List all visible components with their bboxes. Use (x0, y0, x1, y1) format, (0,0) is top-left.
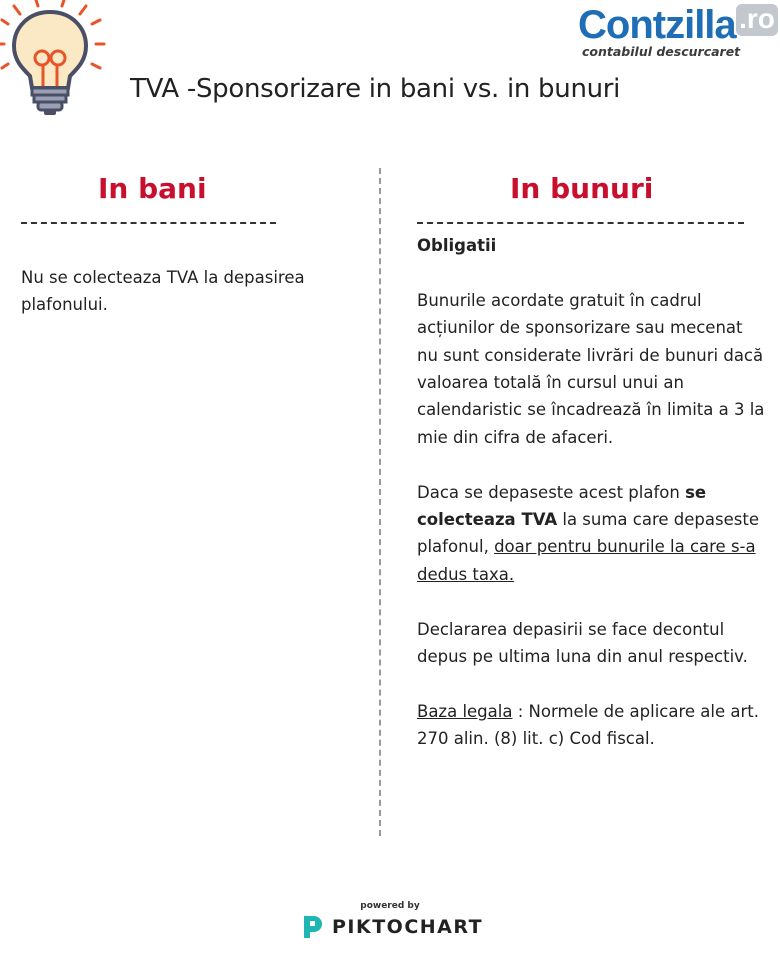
paragraph-legal-basis (417, 698, 767, 753)
paragraph-declaration: Declararea depasirii se face decontul depus pe ultima luna din anul respectiv. (417, 619, 748, 667)
piktochart-logo (302, 914, 483, 940)
logo-tld: .ro (736, 4, 778, 36)
exceeding-text-c: la suma care depaseste plafonul, (417, 510, 759, 557)
legal-basis-label: Baza legala (417, 701, 513, 721)
left-heading-rule (21, 222, 276, 224)
piktochart-name: PIKTOCHART (332, 916, 484, 938)
column-divider (379, 168, 381, 836)
powered-by-label: powered by (360, 901, 420, 911)
right-column-body (417, 232, 767, 753)
piktochart-mark-icon (302, 914, 324, 940)
exceeding-text-bold: se colecteaza TVA (417, 482, 707, 530)
left-column-text: Nu se colecteaza TVA la depasirea plafonului. (21, 268, 305, 315)
obligations-subheading: Obligatii (417, 236, 497, 255)
legal-basis-text: : Normele de aplicare ale art. 270 alin. (8) lit. c) Cod fiscal. (417, 701, 759, 749)
left-column-heading: In bani (98, 172, 207, 205)
logo-name: Contzilla (578, 3, 736, 47)
lightbulb-icon (0, 0, 110, 122)
exceeding-text-a: Daca se depaseste acest plafon (417, 482, 686, 502)
logo-tagline: contabilul descurcaret (582, 44, 741, 59)
paragraph-exceeding (417, 479, 767, 589)
right-heading-rule (417, 222, 744, 224)
exceeding-text-underlined: doar pentru bunurile la care s-a dedus taxa. (417, 537, 756, 584)
contzilla-logo (576, 0, 780, 64)
right-column-heading: In bunuri (510, 172, 654, 205)
page-title: TVA -Sponsorizare in bani vs. in bunuri (130, 74, 621, 104)
paragraph-exemption: Bunurile acordate gratuit în cadrul acțiunilor de sponsorizare sau mecenat nu sunt considerate livrări de bunuri dacă valoarea totală în cursul unui an calendaristic se încadrează în limita a 3 la mie din cifra de afaceri. (417, 290, 765, 447)
